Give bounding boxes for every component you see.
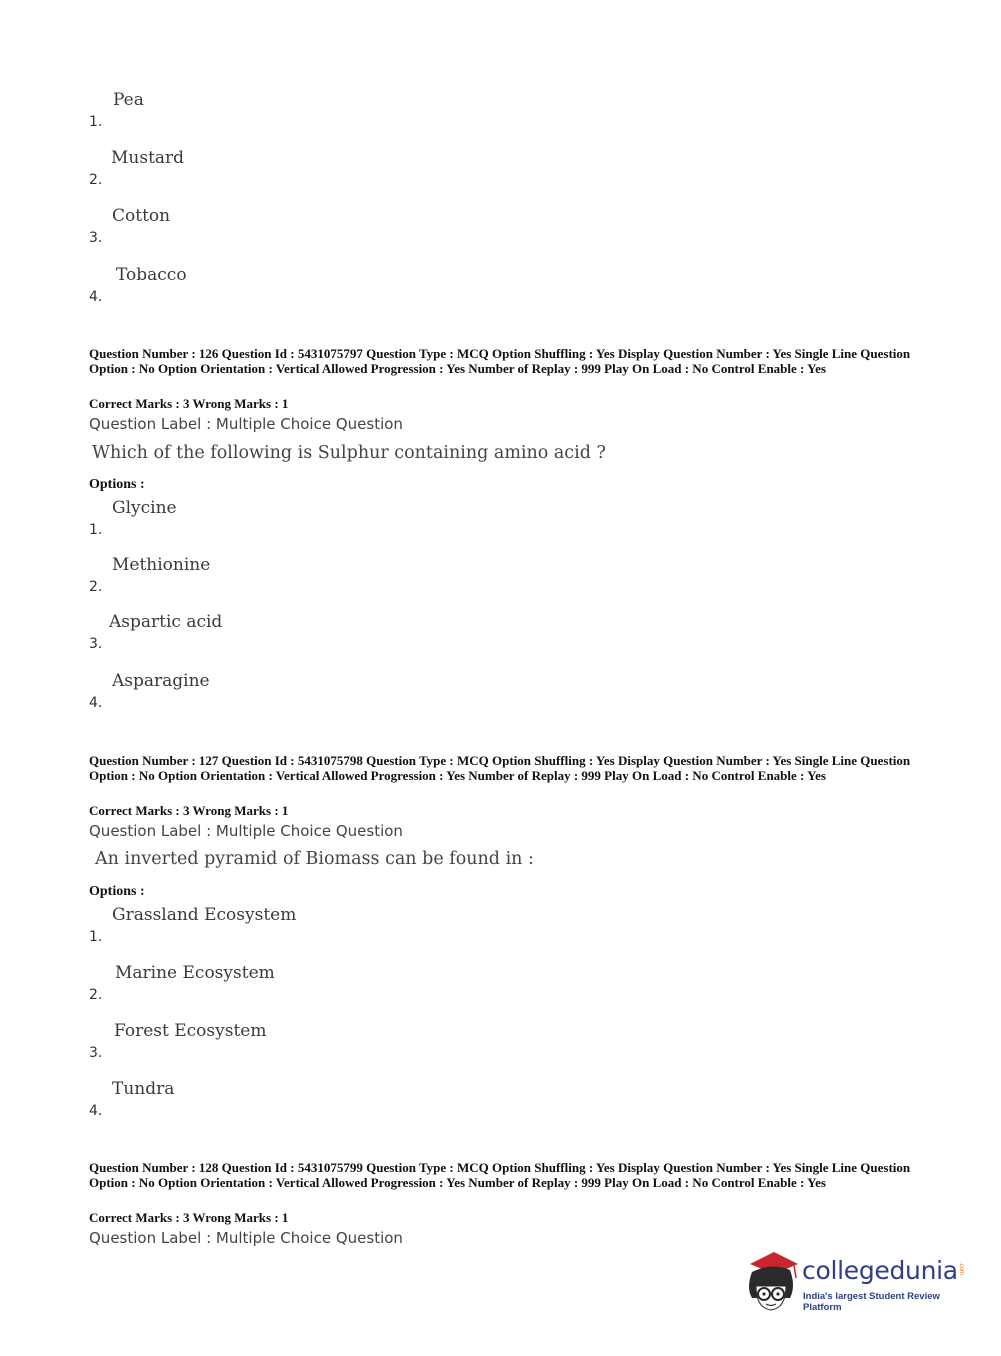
option-text: Tundra [112, 1079, 175, 1099]
question-meta: Question Number : 126 Question Id : 5431075797 Question Type : MCQ Option Shuffling : Yes Display Question Number : Yes Single Line Question Option : No Option Orientation : Vertical Allowed Progression : Yes Number of Replay : 999 Play On Load : No Control Enable : Yes [89, 346, 911, 376]
options-heading: Options : [89, 477, 145, 492]
option-number: 4. [89, 695, 103, 711]
option-text: Marine Ecosystem [115, 963, 275, 983]
option-text: Glycine [112, 498, 177, 518]
option-text: Aspartic acid [109, 612, 223, 632]
mascot-icon [740, 1248, 802, 1320]
option-number: 2. [89, 987, 103, 1003]
option-text: Cotton [112, 206, 171, 226]
question-label: Question Label : Multiple Choice Question [89, 822, 403, 840]
logo-wordmark: collegedunia [802, 1256, 958, 1285]
option-number: 3. [89, 230, 103, 246]
option-number: 1. [89, 929, 103, 945]
question-text: An inverted pyramid of Biomass can be found in : [95, 849, 534, 869]
option-text: Forest Ecosystem [114, 1021, 267, 1041]
option-text: Grassland Ecosystem [112, 905, 297, 925]
option-number: 4. [89, 1103, 103, 1119]
question-marks: Correct Marks : 3 Wrong Marks : 1 [89, 803, 289, 818]
option-text: Methionine [112, 555, 211, 575]
options-heading: Options : [89, 884, 145, 899]
option-text: Asparagine [112, 671, 210, 691]
collegedunia-logo [740, 1248, 970, 1320]
option-number: 3. [89, 1045, 103, 1061]
question-meta: Question Number : 128 Question Id : 5431075799 Question Type : MCQ Option Shuffling : Yes Display Question Number : Yes Single Line Question Option : No Option Orientation : Vertical Allowed Progression : Yes Number of Replay : 999 Play On Load : No Control Enable : Yes [89, 1160, 911, 1190]
option-text: Mustard [111, 148, 185, 168]
logo-tagline: India's largest Student Review Platform [803, 1291, 940, 1313]
question-meta: Question Number : 127 Question Id : 5431075798 Question Type : MCQ Option Shuffling : Yes Display Question Number : Yes Single Line Question Option : No Option Orientation : Vertical Allowed Progression : Yes Number of Replay : 999 Play On Load : No Control Enable : Yes [89, 753, 911, 783]
option-text: Pea [113, 90, 144, 110]
question-marks: Correct Marks : 3 Wrong Marks : 1 [89, 1210, 289, 1225]
option-text: Tobacco [116, 265, 187, 285]
option-number: 2. [89, 579, 103, 595]
option-number: 1. [89, 114, 103, 130]
option-number: 2. [89, 172, 103, 188]
question-marks: Correct Marks : 3 Wrong Marks : 1 [89, 396, 289, 411]
option-number: 1. [89, 522, 103, 538]
question-label: Question Label : Multiple Choice Question [89, 1229, 403, 1247]
option-number: 4. [89, 289, 103, 305]
option-number: 3. [89, 636, 103, 652]
logo-domain-suffix: .com [958, 1262, 964, 1276]
question-text: Which of the following is Sulphur containing amino acid ? [92, 443, 606, 463]
question-label: Question Label : Multiple Choice Question [89, 415, 403, 433]
